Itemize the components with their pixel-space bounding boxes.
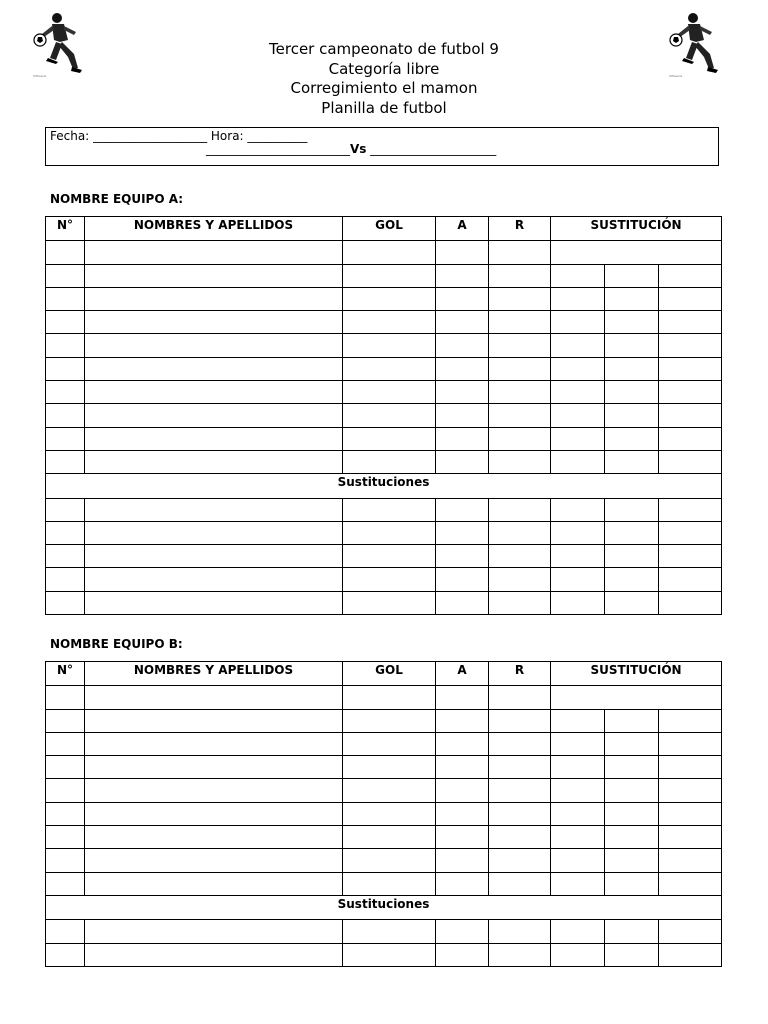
cell-red-card[interactable] bbox=[489, 545, 551, 568]
cell-substitution[interactable] bbox=[659, 849, 722, 872]
player-row bbox=[46, 264, 722, 287]
col-goals-header: GOL bbox=[343, 217, 436, 241]
col-red-card-header: R bbox=[489, 217, 551, 241]
logo-caption: SHKeeds bbox=[669, 74, 683, 78]
cell-player-name[interactable] bbox=[85, 311, 343, 334]
cell-number[interactable] bbox=[46, 920, 85, 943]
cell-number[interactable] bbox=[46, 357, 85, 380]
substitutions-label: Sustituciones bbox=[46, 474, 722, 498]
player-row bbox=[46, 427, 722, 450]
cell-yellow-card[interactable] bbox=[436, 779, 489, 802]
cell-player-name[interactable] bbox=[85, 756, 343, 779]
cell-substitution[interactable] bbox=[605, 427, 659, 450]
cell-substitution[interactable] bbox=[605, 826, 659, 849]
cell-substitution[interactable] bbox=[605, 357, 659, 380]
cell-red-card[interactable] bbox=[489, 450, 551, 473]
cell-goals[interactable] bbox=[343, 404, 436, 427]
col-yellow-card-header: A bbox=[436, 217, 489, 241]
cell-number[interactable] bbox=[46, 264, 85, 287]
cell-substitution[interactable] bbox=[659, 381, 722, 404]
cell-number[interactable] bbox=[46, 287, 85, 310]
cell-player-name[interactable] bbox=[85, 241, 343, 264]
cell-yellow-card[interactable] bbox=[436, 802, 489, 825]
cell-substitution[interactable] bbox=[659, 264, 722, 287]
cell-number[interactable] bbox=[46, 568, 85, 591]
cell-substitution[interactable] bbox=[551, 709, 605, 732]
cell-substitution[interactable] bbox=[605, 709, 659, 732]
cell-player-name[interactable] bbox=[85, 427, 343, 450]
col-goals-header: GOL bbox=[343, 662, 436, 686]
cell-number[interactable] bbox=[46, 943, 85, 966]
substitute-row bbox=[46, 498, 722, 521]
team-a-label: NOMBRE EQUIPO A: bbox=[50, 192, 184, 206]
cell-number[interactable] bbox=[46, 404, 85, 427]
cell-substitution[interactable] bbox=[659, 872, 722, 895]
substitutions-label: Sustituciones bbox=[46, 895, 722, 919]
cell-player-name[interactable] bbox=[85, 849, 343, 872]
cell-substitution[interactable] bbox=[659, 802, 722, 825]
cell-substitution[interactable] bbox=[605, 311, 659, 334]
cell-substitution[interactable] bbox=[659, 450, 722, 473]
cell-player-name[interactable] bbox=[85, 568, 343, 591]
cell-number[interactable] bbox=[46, 779, 85, 802]
cell-substitution[interactable] bbox=[605, 732, 659, 755]
player-row bbox=[46, 756, 722, 779]
cell-goals[interactable] bbox=[343, 264, 436, 287]
cell-red-card[interactable] bbox=[489, 943, 551, 966]
cell-number[interactable] bbox=[46, 450, 85, 473]
table-header-row bbox=[46, 662, 722, 686]
cell-player-name[interactable] bbox=[85, 404, 343, 427]
cell-yellow-card[interactable] bbox=[436, 568, 489, 591]
cell-substitution[interactable] bbox=[605, 545, 659, 568]
cell-yellow-card[interactable] bbox=[436, 264, 489, 287]
substitute-row bbox=[46, 920, 722, 943]
cell-substitution[interactable] bbox=[605, 498, 659, 521]
cell-yellow-card[interactable] bbox=[436, 498, 489, 521]
match-info-box bbox=[45, 127, 719, 166]
cell-goals[interactable] bbox=[343, 779, 436, 802]
col-names-header: NOMBRES Y APELLIDOS bbox=[85, 662, 343, 686]
cell-player-name[interactable] bbox=[85, 732, 343, 755]
cell-substitution[interactable] bbox=[605, 920, 659, 943]
cell-goals[interactable] bbox=[343, 709, 436, 732]
cell-goals[interactable] bbox=[343, 545, 436, 568]
cell-red-card[interactable] bbox=[489, 287, 551, 310]
substitute-row bbox=[46, 943, 722, 966]
cell-substitution[interactable] bbox=[659, 920, 722, 943]
cell-red-card[interactable] bbox=[489, 732, 551, 755]
cell-player-name[interactable] bbox=[85, 264, 343, 287]
substitute-row bbox=[46, 545, 722, 568]
vs-label: Vs bbox=[350, 142, 367, 156]
cell-substitution[interactable] bbox=[551, 826, 605, 849]
cell-yellow-card[interactable] bbox=[436, 241, 489, 264]
cell-substitution[interactable] bbox=[659, 591, 722, 614]
cell-substitution[interactable] bbox=[551, 802, 605, 825]
cell-red-card[interactable] bbox=[489, 756, 551, 779]
cell-yellow-card[interactable] bbox=[436, 826, 489, 849]
cell-yellow-card[interactable] bbox=[436, 427, 489, 450]
date-field[interactable]: ___________________ bbox=[93, 129, 208, 143]
cell-substitution[interactable] bbox=[551, 943, 605, 966]
cell-number[interactable] bbox=[46, 311, 85, 334]
cell-red-card[interactable] bbox=[489, 826, 551, 849]
cell-player-name[interactable] bbox=[85, 591, 343, 614]
cell-red-card[interactable] bbox=[489, 521, 551, 544]
cell-substitution[interactable] bbox=[659, 732, 722, 755]
cell-number[interactable] bbox=[46, 686, 85, 709]
cell-player-name[interactable] bbox=[85, 709, 343, 732]
cell-player-name[interactable] bbox=[85, 498, 343, 521]
date-time-line bbox=[50, 129, 307, 143]
header-subtitle: Planilla de futbol bbox=[321, 98, 447, 117]
cell-number[interactable] bbox=[46, 521, 85, 544]
cell-goals[interactable] bbox=[343, 802, 436, 825]
cell-yellow-card[interactable] bbox=[436, 404, 489, 427]
substitutions-divider-row bbox=[46, 895, 722, 919]
cell-goals[interactable] bbox=[343, 826, 436, 849]
cell-substitution[interactable] bbox=[605, 849, 659, 872]
cell-substitution[interactable] bbox=[551, 521, 605, 544]
cell-number[interactable] bbox=[46, 334, 85, 357]
cell-yellow-card[interactable] bbox=[436, 849, 489, 872]
cell-number[interactable] bbox=[46, 427, 85, 450]
cell-substitution[interactable] bbox=[551, 311, 605, 334]
cell-goals[interactable] bbox=[343, 920, 436, 943]
cell-number[interactable] bbox=[46, 872, 85, 895]
cell-player-name[interactable] bbox=[85, 943, 343, 966]
cell-red-card[interactable] bbox=[489, 686, 551, 709]
player-row bbox=[46, 287, 722, 310]
cell-substitution[interactable] bbox=[551, 450, 605, 473]
substitute-row bbox=[46, 521, 722, 544]
cell-substitution[interactable] bbox=[551, 732, 605, 755]
header-category: Categoría libre bbox=[328, 59, 440, 78]
cell-yellow-card[interactable] bbox=[436, 920, 489, 943]
player-row bbox=[46, 357, 722, 380]
cell-goals[interactable] bbox=[343, 686, 436, 709]
cell-substitution[interactable] bbox=[605, 450, 659, 473]
teams-line bbox=[206, 142, 496, 156]
player-row bbox=[46, 732, 722, 755]
player-row bbox=[46, 802, 722, 825]
cell-substitution[interactable] bbox=[551, 779, 605, 802]
col-yellow-card-header: A bbox=[436, 662, 489, 686]
cell-substitution[interactable] bbox=[605, 521, 659, 544]
cell-red-card[interactable] bbox=[489, 357, 551, 380]
team-b-roster-table bbox=[45, 661, 722, 967]
cell-substitution[interactable] bbox=[551, 920, 605, 943]
cell-goals[interactable] bbox=[343, 872, 436, 895]
cell-goals[interactable] bbox=[343, 381, 436, 404]
cell-substitution[interactable] bbox=[605, 591, 659, 614]
cell-substitution[interactable] bbox=[659, 943, 722, 966]
cell-substitution[interactable] bbox=[551, 427, 605, 450]
player-row bbox=[46, 686, 722, 709]
cell-substitution[interactable] bbox=[659, 404, 722, 427]
cell-red-card[interactable] bbox=[489, 920, 551, 943]
col-names-header: NOMBRES Y APELLIDOS bbox=[85, 217, 343, 241]
cell-red-card[interactable] bbox=[489, 849, 551, 872]
cell-red-card[interactable] bbox=[489, 779, 551, 802]
cell-player-name[interactable] bbox=[85, 920, 343, 943]
cell-substitution[interactable] bbox=[551, 287, 605, 310]
cell-substitution[interactable] bbox=[605, 943, 659, 966]
cell-red-card[interactable] bbox=[489, 427, 551, 450]
cell-substitution[interactable] bbox=[659, 568, 722, 591]
cell-yellow-card[interactable] bbox=[436, 450, 489, 473]
cell-red-card[interactable] bbox=[489, 498, 551, 521]
cell-goals[interactable] bbox=[343, 357, 436, 380]
cell-substitution[interactable] bbox=[551, 545, 605, 568]
cell-substitution[interactable] bbox=[605, 264, 659, 287]
cell-player-name[interactable] bbox=[85, 545, 343, 568]
cell-goals[interactable] bbox=[343, 521, 436, 544]
substitutions-divider-row bbox=[46, 474, 722, 498]
cell-player-name[interactable] bbox=[85, 872, 343, 895]
cell-substitution[interactable] bbox=[659, 287, 722, 310]
cell-yellow-card[interactable] bbox=[436, 334, 489, 357]
player-row bbox=[46, 311, 722, 334]
team-a-field[interactable]: ________________________ bbox=[206, 142, 350, 156]
cell-player-name[interactable] bbox=[85, 357, 343, 380]
cell-player-name[interactable] bbox=[85, 521, 343, 544]
cell-substitution[interactable] bbox=[659, 498, 722, 521]
cell-red-card[interactable] bbox=[489, 802, 551, 825]
cell-substitution[interactable] bbox=[659, 311, 722, 334]
cell-red-card[interactable] bbox=[489, 709, 551, 732]
cell-yellow-card[interactable] bbox=[436, 686, 489, 709]
col-number-header: N° bbox=[46, 217, 85, 241]
cell-player-name[interactable] bbox=[85, 686, 343, 709]
cell-red-card[interactable] bbox=[489, 568, 551, 591]
cell-substitution[interactable] bbox=[551, 381, 605, 404]
player-row bbox=[46, 381, 722, 404]
cell-player-name[interactable] bbox=[85, 381, 343, 404]
cell-goals[interactable] bbox=[343, 450, 436, 473]
cell-goals[interactable] bbox=[343, 241, 436, 264]
team-b-label: NOMBRE EQUIPO B: bbox=[50, 637, 183, 651]
cell-number[interactable] bbox=[46, 709, 85, 732]
cell-goals[interactable] bbox=[343, 334, 436, 357]
cell-goals[interactable] bbox=[343, 287, 436, 310]
cell-player-name[interactable] bbox=[85, 334, 343, 357]
cell-yellow-card[interactable] bbox=[436, 943, 489, 966]
cell-number[interactable] bbox=[46, 849, 85, 872]
player-row bbox=[46, 849, 722, 872]
cell-substitution[interactable] bbox=[605, 568, 659, 591]
col-substitution-header: SUSTITUCIÓN bbox=[551, 662, 722, 686]
time-field[interactable]: __________ bbox=[247, 129, 308, 143]
cell-substitution[interactable] bbox=[605, 287, 659, 310]
cell-substitution[interactable] bbox=[605, 872, 659, 895]
player-row bbox=[46, 826, 722, 849]
team-a-roster-table bbox=[45, 216, 722, 615]
cell-yellow-card[interactable] bbox=[436, 591, 489, 614]
cell-red-card[interactable] bbox=[489, 241, 551, 264]
player-row bbox=[46, 241, 722, 264]
cell-number[interactable] bbox=[46, 381, 85, 404]
cell-number[interactable] bbox=[46, 241, 85, 264]
substitute-row bbox=[46, 591, 722, 614]
cell-substitution[interactable] bbox=[551, 756, 605, 779]
player-row bbox=[46, 709, 722, 732]
cell-substitution[interactable] bbox=[659, 826, 722, 849]
cell-number[interactable] bbox=[46, 591, 85, 614]
cell-substitution[interactable] bbox=[659, 709, 722, 732]
cell-yellow-card[interactable] bbox=[436, 381, 489, 404]
cell-substitution[interactable] bbox=[605, 404, 659, 427]
cell-substitution[interactable] bbox=[605, 334, 659, 357]
cell-player-name[interactable] bbox=[85, 802, 343, 825]
cell-goals[interactable] bbox=[343, 756, 436, 779]
player-row bbox=[46, 450, 722, 473]
cell-yellow-card[interactable] bbox=[436, 872, 489, 895]
cell-red-card[interactable] bbox=[489, 381, 551, 404]
cell-red-card[interactable] bbox=[489, 311, 551, 334]
cell-substitution[interactable] bbox=[551, 404, 605, 427]
substitute-row bbox=[46, 568, 722, 591]
header-title: Tercer campeonato de futbol 9 bbox=[269, 40, 499, 58]
time-label: Hora: bbox=[210, 129, 244, 143]
cell-substitution[interactable] bbox=[605, 756, 659, 779]
document-header bbox=[0, 40, 768, 118]
cell-red-card[interactable] bbox=[489, 404, 551, 427]
cell-substitution[interactable] bbox=[551, 568, 605, 591]
cell-red-card[interactable] bbox=[489, 872, 551, 895]
cell-substitution[interactable] bbox=[659, 756, 722, 779]
cell-number[interactable] bbox=[46, 826, 85, 849]
cell-goals[interactable] bbox=[343, 943, 436, 966]
cell-substitution[interactable] bbox=[659, 779, 722, 802]
cell-yellow-card[interactable] bbox=[436, 311, 489, 334]
cell-yellow-card[interactable] bbox=[436, 287, 489, 310]
cell-substitution[interactable] bbox=[551, 686, 722, 709]
cell-yellow-card[interactable] bbox=[436, 357, 489, 380]
cell-goals[interactable] bbox=[343, 498, 436, 521]
cell-number[interactable] bbox=[46, 756, 85, 779]
cell-substitution[interactable] bbox=[659, 334, 722, 357]
cell-substitution[interactable] bbox=[605, 779, 659, 802]
col-substitution-header: SUSTITUCIÓN bbox=[551, 217, 722, 241]
cell-substitution[interactable] bbox=[551, 591, 605, 614]
cell-yellow-card[interactable] bbox=[436, 756, 489, 779]
cell-substitution[interactable] bbox=[551, 241, 722, 264]
cell-goals[interactable] bbox=[343, 311, 436, 334]
cell-substitution[interactable] bbox=[659, 521, 722, 544]
cell-yellow-card[interactable] bbox=[436, 709, 489, 732]
cell-player-name[interactable] bbox=[85, 287, 343, 310]
cell-substitution[interactable] bbox=[551, 264, 605, 287]
cell-substitution[interactable] bbox=[551, 872, 605, 895]
player-row bbox=[46, 404, 722, 427]
logo-caption: SHKeeds bbox=[33, 74, 47, 78]
col-number-header: N° bbox=[46, 662, 85, 686]
cell-substitution[interactable] bbox=[659, 357, 722, 380]
cell-number[interactable] bbox=[46, 802, 85, 825]
player-row bbox=[46, 872, 722, 895]
cell-yellow-card[interactable] bbox=[436, 732, 489, 755]
cell-substitution[interactable] bbox=[551, 357, 605, 380]
date-label: Fecha: bbox=[50, 129, 90, 143]
cell-substitution[interactable] bbox=[551, 334, 605, 357]
cell-player-name[interactable] bbox=[85, 450, 343, 473]
cell-number[interactable] bbox=[46, 732, 85, 755]
cell-yellow-card[interactable] bbox=[436, 521, 489, 544]
cell-number[interactable] bbox=[46, 498, 85, 521]
cell-substitution[interactable] bbox=[551, 849, 605, 872]
cell-substitution[interactable] bbox=[659, 427, 722, 450]
cell-goals[interactable] bbox=[343, 591, 436, 614]
cell-number[interactable] bbox=[46, 545, 85, 568]
header-location: Corregimiento el mamon bbox=[290, 79, 478, 97]
cell-goals[interactable] bbox=[343, 849, 436, 872]
col-red-card-header: R bbox=[489, 662, 551, 686]
cell-player-name[interactable] bbox=[85, 779, 343, 802]
cell-substitution[interactable] bbox=[605, 381, 659, 404]
cell-goals[interactable] bbox=[343, 427, 436, 450]
cell-goals[interactable] bbox=[343, 732, 436, 755]
cell-red-card[interactable] bbox=[489, 591, 551, 614]
team-b-field[interactable]: _____________________ bbox=[370, 142, 497, 156]
cell-goals[interactable] bbox=[343, 568, 436, 591]
cell-yellow-card[interactable] bbox=[436, 545, 489, 568]
player-row bbox=[46, 334, 722, 357]
table-header-row bbox=[46, 217, 722, 241]
cell-substitution[interactable] bbox=[659, 545, 722, 568]
cell-red-card[interactable] bbox=[489, 334, 551, 357]
cell-substitution[interactable] bbox=[551, 498, 605, 521]
cell-substitution[interactable] bbox=[605, 802, 659, 825]
cell-red-card[interactable] bbox=[489, 264, 551, 287]
cell-player-name[interactable] bbox=[85, 826, 343, 849]
player-row bbox=[46, 779, 722, 802]
